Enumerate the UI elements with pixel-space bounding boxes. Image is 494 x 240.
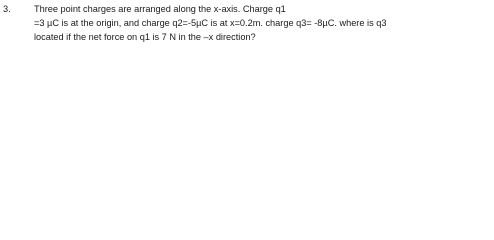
problem-line-2: =3 µC is at the origin, and charge q2=-5µC is at x=0.2m. charge q3= -8µC. where is q3 bbox=[34, 18, 387, 28]
problem-text bbox=[34, 2, 491, 44]
problem-3 bbox=[3, 2, 491, 44]
problem-line-1: Three point charges are arranged along the x-axis. Charge q1 bbox=[34, 4, 286, 14]
problem-number: 3. bbox=[3, 4, 11, 14]
problem-line-3: located if the net force on q1 is 7 N in the –x direction? bbox=[34, 32, 256, 42]
